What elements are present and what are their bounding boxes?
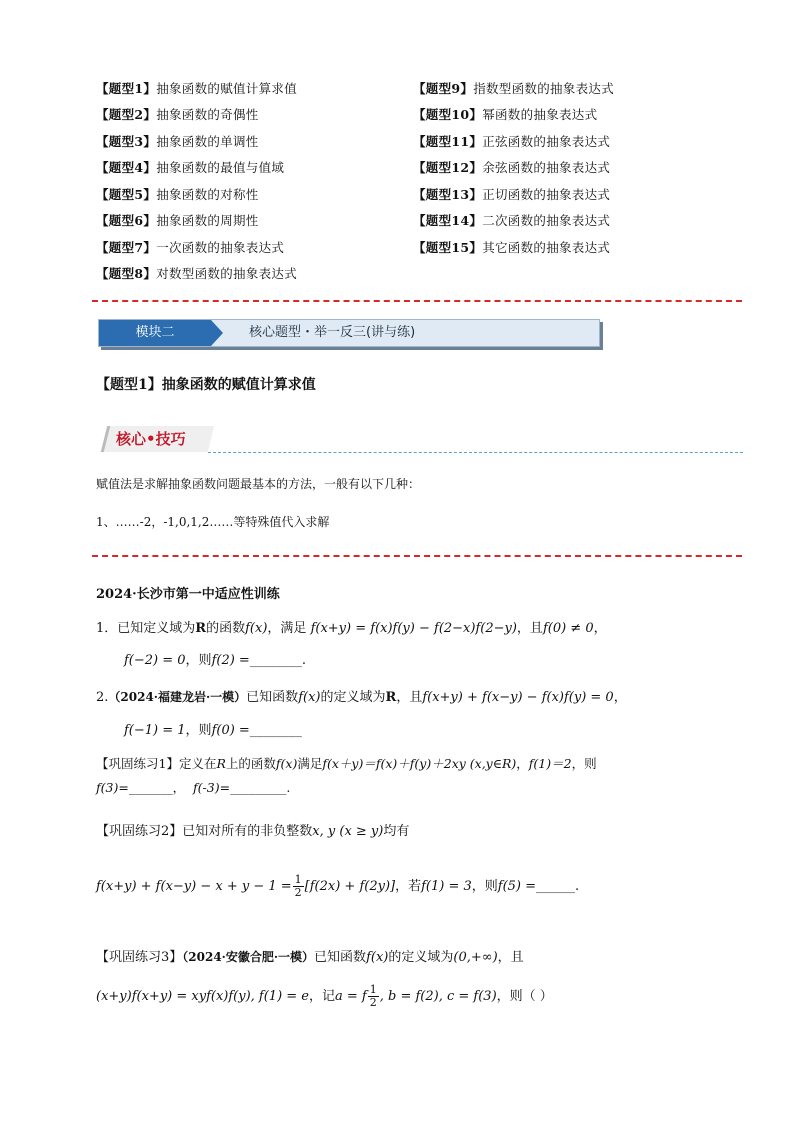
fraction: $\frac{1}{2}$ — [369, 983, 377, 1009]
module-banner — [98, 319, 600, 347]
toc-item[interactable]: 【题型2】抽象函数的奇偶性 — [96, 107, 259, 122]
module-title: 核心题型・举一反三(讲与练) — [249, 325, 416, 340]
practice-2-equation: f(x+y) + f(x−y) − x + y − 1 = $\frac{1}{2}$ [f(2x) + f(2y)]，若f(1) = 3，则f(5) =______. — [96, 873, 580, 899]
answer-blank[interactable]: ________ — [249, 723, 302, 738]
toc-item[interactable]: 【题型13】正切函数的抽象表达式 — [413, 187, 611, 202]
question-1: 1．已知定义域为R的函数f(x)，满足 f(x+y) = f(x)f(y) − f(2−x)f(2−y)，且f(0) ≠ 0， — [96, 621, 607, 636]
toc-item[interactable]: 【题型9】指数型函数的抽象表达式 — [413, 81, 615, 96]
toc-item[interactable]: 【题型4】抽象函数的最值与值域 — [96, 160, 285, 175]
section-divider — [92, 555, 742, 557]
answer-blank[interactable]: _______ — [128, 780, 173, 795]
toc-item[interactable]: 【题型8】对数型函数的抽象表达式 — [96, 266, 298, 281]
practice-1-line2: f(3)=_______， f(-3)=_________. — [96, 780, 291, 795]
toc-item[interactable]: 【题型10】幂函数的抽象表达式 — [413, 107, 598, 122]
toc-item[interactable]: 【题型12】余弦函数的抽象表达式 — [413, 160, 611, 175]
answer-blank[interactable]: ________ — [249, 653, 302, 668]
skill-tag — [100, 424, 208, 454]
intro-text: 赋值法是求解抽象函数问题最基本的方法，一般有以下几种： — [96, 477, 421, 491]
question-2: 2.（2024·福建龙岩·一模）已知函数f(x)的定义域为R，且f(x+y) + f(x−y) − f(x)f(y) = 0， — [96, 690, 627, 705]
practice-2: 【巩固练习2】已知对所有的非负整数x, y (x ≥ y)均有 — [96, 824, 410, 839]
practice-3: 【巩固练习3】（2024·安徽合肥·一模）已知函数f(x)的定义域为(0,+∞)，且 — [96, 950, 524, 965]
toc-item[interactable]: 【题型3】抽象函数的单调性 — [96, 134, 259, 149]
module-label: 模块二 — [99, 320, 211, 346]
toc-item[interactable]: 【题型7】一次函数的抽象表达式 — [96, 240, 285, 255]
source-label: 2024·长沙市第一中适应性训练 — [96, 587, 280, 602]
method-text: 1、……-2，-1,0,1,2……等特殊值代入求解 — [96, 515, 330, 529]
answer-blank[interactable]: ______ — [536, 879, 576, 894]
practice-1: 【巩固练习1】定义在R上的函数f(x)满足f(x＋y)＝f(x)＋f(y)＋2xy (x,y∈R)，f(1)＝2，则 — [96, 756, 597, 771]
toc-item[interactable]: 【题型14】二次函数的抽象表达式 — [413, 213, 611, 228]
skill-label: 核心•技巧 — [116, 430, 186, 448]
toc-item[interactable]: 【题型5】抽象函数的对称性 — [96, 187, 259, 202]
toc-item[interactable]: 【题型11】正弦函数的抽象表达式 — [413, 134, 611, 149]
question-2-line2: f(−1) = 1，则f(0) =________ — [124, 723, 302, 738]
answer-blank[interactable]: _________ — [230, 780, 287, 795]
fraction: $\frac{1}{2}$ — [294, 873, 302, 899]
toc-item[interactable]: 【题型15】其它函数的抽象表达式 — [413, 240, 611, 255]
toc-item[interactable]: 【题型6】抽象函数的周期性 — [96, 213, 259, 228]
section-divider — [92, 300, 742, 302]
module-notch — [211, 320, 223, 346]
section-title: 【题型1】抽象函数的赋值计算求值 — [96, 377, 316, 393]
practice-3-line2: (x+y)f(x+y) = xyf(x)f(y), f(1) = e，记a = f $\frac{1}{2}$ , b = f(2), c = f(3)，则（ ） — [96, 983, 553, 1009]
skill-underline — [208, 452, 743, 453]
toc-item[interactable]: 【题型1】抽象函数的赋值计算求值 — [96, 81, 298, 96]
question-1-line2: f(−2) = 0，则f(2) =________. — [124, 653, 306, 668]
